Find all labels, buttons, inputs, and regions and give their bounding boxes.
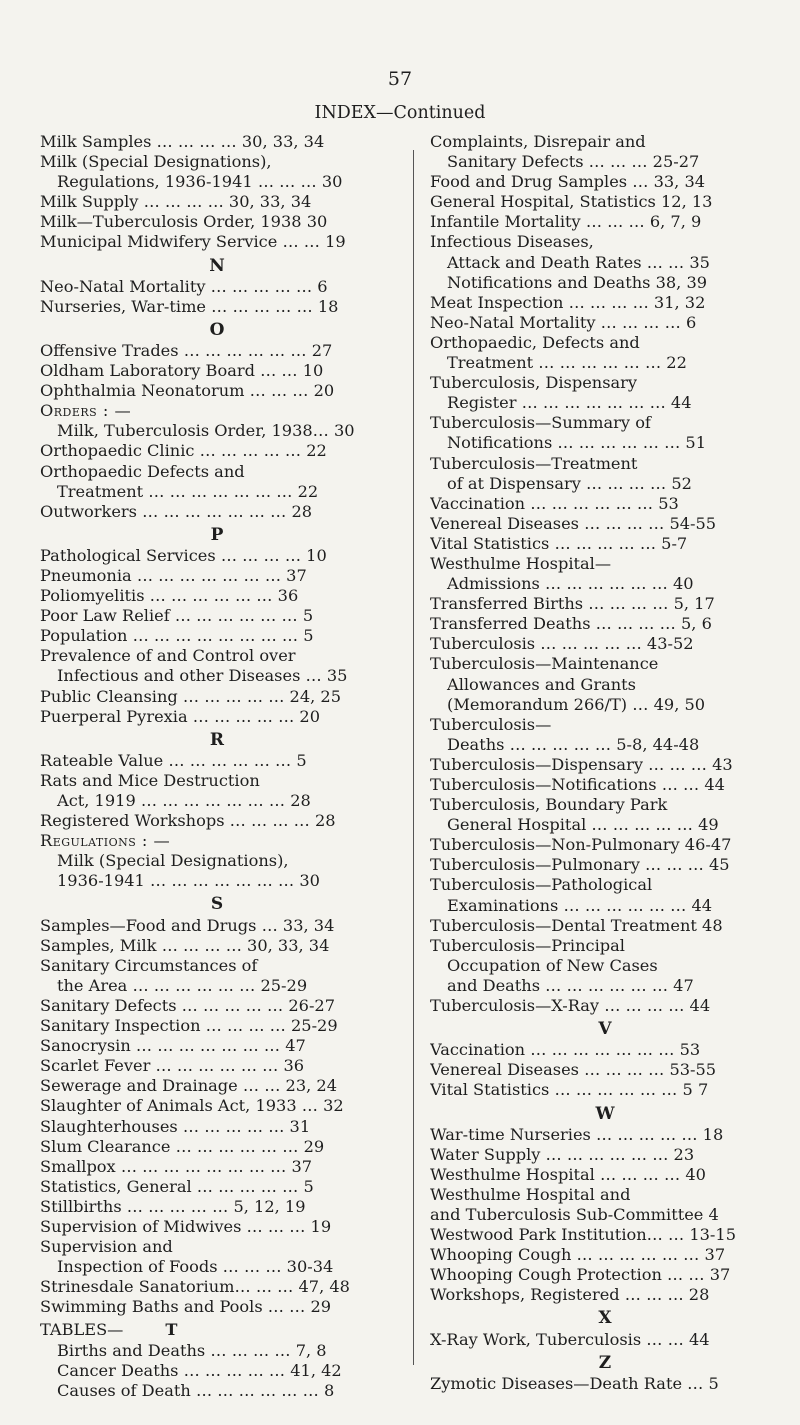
index-entry: and Deaths … … … … … … 47 xyxy=(447,975,694,995)
index-entry: Whooping Cough Protection … … 37 xyxy=(430,1265,731,1285)
index-subheading xyxy=(40,1317,394,1340)
index-entry: Tuberculosis—Maintenance xyxy=(430,654,659,674)
index-entry: Public Cleansing … … … … … 24, 25 xyxy=(40,686,342,706)
index-subheading: Regulations : — xyxy=(40,831,171,851)
index-entry: Tuberculosis—Treatment xyxy=(430,453,638,473)
index-entry: General Hospital … … … … … 49 xyxy=(447,815,719,835)
index-entry: Treatment … … … … … … … 22 xyxy=(57,481,319,501)
index-entry: Register … … … … … … … 44 xyxy=(447,393,692,413)
index-entry: Examinations … … … … … … 44 xyxy=(447,895,713,915)
index-entry: Slaughter of Animals Act, 1933 … 32 xyxy=(40,1096,344,1116)
index-entry: Ophthalmia Neonatorum … … … 20 xyxy=(40,381,335,401)
index-entry: Pathological Services … … … … 10 xyxy=(40,545,327,565)
section-letter: W xyxy=(595,1103,615,1124)
index-entry: Westwood Park Institution… … 13-15 xyxy=(430,1225,736,1245)
index-entry: Regulations, 1936-1941 … … … 30 xyxy=(57,172,343,192)
index-entry: Milk, Tuberculosis Order, 1938… 30 xyxy=(57,421,355,441)
index-entry: Vital Statistics … … … … … … 5 7 xyxy=(430,1080,709,1100)
index-entry: Tuberculosis—Summary of xyxy=(430,413,651,433)
index-entry: Smallpox … … … … … … … … 37 xyxy=(40,1156,313,1176)
index-entry: of at Dispensary … … … … 52 xyxy=(447,473,692,493)
index-entry: Slaughterhouses … … … … … 31 xyxy=(40,1116,311,1136)
index-entry: Municipal Midwifery Service … … 19 xyxy=(40,232,346,252)
index-entry: Strinesdale Sanatorium… … … 47, 48 xyxy=(40,1277,350,1297)
index-entry: Cancer Deaths … … … … … 41, 42 xyxy=(57,1360,342,1380)
index-entry: Tuberculosis—Notifications … … 44 xyxy=(430,775,725,794)
section-letter: T xyxy=(165,1320,178,1340)
index-entry: Samples—Food and Drugs … 33, 34 xyxy=(40,915,335,935)
index-entry: Occupation of New Cases xyxy=(447,955,658,975)
index-entry: Registered Workshops … … … … 28 xyxy=(40,811,336,831)
index-entry: and Tuberculosis Sub-Committee 4 xyxy=(430,1204,719,1224)
section-letter: S xyxy=(210,894,224,915)
index-entry: Sanocrysin … … … … … … … 47 xyxy=(40,1036,306,1056)
index-entry: Infectious Diseases, xyxy=(430,232,594,252)
index-entry: Sanitary Inspection … … … … 25-29 xyxy=(40,1016,338,1036)
section-letter: V xyxy=(598,1019,612,1040)
index-entry: Supervision of Midwives … … … 19 xyxy=(40,1216,332,1236)
index-entry: Tuberculosis, Boundary Park xyxy=(430,795,668,815)
column-divider xyxy=(413,150,414,1365)
page-number: 57 xyxy=(387,68,413,90)
section-letter: X xyxy=(598,1308,612,1329)
index-entry: Food and Drug Samples … 33, 34 xyxy=(430,172,706,192)
index-entry: Offensive Trades … … … … … … 27 xyxy=(40,340,333,360)
index-entry: Puerperal Pyrexia … … … … … 20 xyxy=(40,706,321,726)
index-entry: 1936-1941 … … … … … … … 30 xyxy=(57,871,320,891)
index-entry: Vaccination … … … … … … … 53 xyxy=(430,1040,701,1060)
index-entry: Workshops, Registered … … … 28 xyxy=(430,1285,710,1305)
index-entry: Neo-Natal Mortality … … … … … 6 xyxy=(40,276,328,296)
index-entry: Causes of Death … … … … … … 8 xyxy=(57,1380,335,1400)
index-entry: Westhulme Hospital— xyxy=(430,553,612,573)
index-entry: Notifications … … … … … … 51 xyxy=(447,433,707,453)
index-entry: Tuberculosis—Non-Pulmonary 46-47 xyxy=(430,835,732,855)
section-letter: O xyxy=(209,319,225,340)
index-entry: Milk (Special Designations), xyxy=(57,851,289,871)
index-subheading-label: TABLES— xyxy=(40,1320,124,1340)
index-entry: Tuberculosis—X-Ray … … … … 44 xyxy=(430,996,711,1016)
index-entry: Inspection of Foods … … … 30-34 xyxy=(57,1257,334,1277)
index-entry: Pneumonia … … … … … … … 37 xyxy=(40,565,307,585)
index-entry: Tuberculosis—Principal xyxy=(430,935,625,955)
index-entry: Sanitary Defects … … … 25-27 xyxy=(447,152,700,172)
index-entry: Rateable Value … … … … … … 5 xyxy=(40,750,307,770)
index-entry: Venereal Diseases … … … … 54-55 xyxy=(430,513,717,533)
running-head: INDEX—Continued xyxy=(314,103,486,123)
index-entry: Attack and Death Rates … … 35 xyxy=(447,252,710,272)
index-entry: Westhulme Hospital and xyxy=(430,1184,631,1204)
index-entry: Deaths … … … … … 5-8, 44-48 xyxy=(447,734,700,754)
index-entry: War-time Nurseries … … … … … 18 xyxy=(430,1124,724,1144)
index-entry: Orthopaedic, Defects and xyxy=(430,332,640,352)
index-entry: Rats and Mice Destruction xyxy=(40,770,260,790)
index-entry: Venereal Diseases … … … … 53-55 xyxy=(430,1060,717,1080)
index-entry: Statistics, General … … … … … 5 xyxy=(40,1176,314,1196)
index-entry: Population … … … … … … … … 5 xyxy=(40,626,314,646)
index-entry: Milk—Tuberculosis Order, 1938 30 xyxy=(40,212,328,232)
index-entry: Sanitary Circumstances of xyxy=(40,955,258,975)
index-entry: Tuberculosis—Pathological xyxy=(430,875,653,895)
index-entry: Infantile Mortality … … … 6, 7, 9 xyxy=(430,212,702,232)
index-entry: General Hospital, Statistics 12, 13 xyxy=(430,192,713,212)
index-entry: Tuberculosis—Dental Treatment 48 xyxy=(430,915,723,935)
index-entry: Slum Clearance … … … … … … 29 xyxy=(40,1136,325,1156)
index-entry: Milk (Special Designations), xyxy=(40,152,272,172)
index-entry: (Memorandum 266/T) … 49, 50 xyxy=(447,694,706,714)
index-column-right xyxy=(430,132,780,1394)
index-entry: Vaccination … … … … … … 53 xyxy=(430,493,679,513)
index-entry: Milk Supply … … … … 30, 33, 34 xyxy=(40,192,312,212)
index-entry: Transferred Births … … … … 5, 17 xyxy=(430,594,715,614)
index-entry: Treatment … … … … … … 22 xyxy=(447,353,687,373)
index-entry: Tuberculosis … … … … … 43-52 xyxy=(430,634,694,654)
section-letter: N xyxy=(209,255,225,276)
index-entry: the Area … … … … … … 25-29 xyxy=(57,975,308,995)
index-entry: Act, 1919 … … … … … … … 28 xyxy=(57,791,311,810)
index-entry: Tuberculosis, Dispensary xyxy=(430,373,638,393)
index-entry: Water Supply … … … … … … 23 xyxy=(430,1144,695,1164)
index-entry: Complaints, Disrepair and xyxy=(430,132,646,151)
index-entry: Orthopaedic Clinic … … … … … 22 xyxy=(40,441,327,461)
index-entry: Samples, Milk … … … … 30, 33, 34 xyxy=(40,935,330,955)
index-entry: Nurseries, War-time … … … … … 18 xyxy=(40,296,339,316)
index-entry: Tuberculosis—Pulmonary … … … 45 xyxy=(430,855,730,875)
index-entry: Prevalence of and Control over xyxy=(40,646,296,666)
index-entry: Births and Deaths … … … … 7, 8 xyxy=(57,1340,327,1360)
index-entry: Oldham Laboratory Board … … 10 xyxy=(40,361,324,381)
index-entry: Tuberculosis— xyxy=(430,714,552,734)
index-entry: Transferred Deaths … … … … 5, 6 xyxy=(430,614,712,634)
index-entry: Poor Law Relief … … … … … … 5 xyxy=(40,606,314,626)
index-entry: Sanitary Defects … … … … … 26-27 xyxy=(40,995,336,1015)
index-entry: Whooping Cough … … … … … … 37 xyxy=(430,1245,726,1265)
index-entry: Zymotic Diseases—Death Rate … 5 xyxy=(430,1373,719,1393)
section-letter: R xyxy=(209,729,225,750)
index-entry: Neo-Natal Mortality … … … … 6 xyxy=(430,312,697,332)
index-entry: Sewerage and Drainage … … 23, 24 xyxy=(40,1076,338,1096)
index-column-left xyxy=(40,132,394,1401)
index-entry: Westhulme Hospital … … … … 40 xyxy=(430,1164,706,1184)
index-entry: Orthopaedic Defects and xyxy=(40,461,245,481)
section-letter: Z xyxy=(598,1352,612,1373)
index-entry: Admissions … … … … … … 40 xyxy=(447,574,694,594)
index-entry: Outworkers … … … … … … … 28 xyxy=(40,501,313,521)
section-letter: P xyxy=(210,524,224,545)
index-entry: Milk Samples … … … … 30, 33, 34 xyxy=(40,132,325,151)
index-entry: Meat Inspection … … … … 31, 32 xyxy=(430,292,706,312)
index-entry: Scarlet Fever … … … … … … 36 xyxy=(40,1056,305,1076)
index-subheading: Orders : — xyxy=(40,401,132,421)
index-entry: Vital Statistics … … … … … 5-7 xyxy=(430,533,688,553)
index-entry: X-Ray Work, Tuberculosis … … 44 xyxy=(430,1329,710,1349)
index-entry: Supervision and xyxy=(40,1237,173,1257)
index-entry: Swimming Baths and Pools … … 29 xyxy=(40,1297,332,1317)
index-entry: Notifications and Deaths 38, 39 xyxy=(447,272,708,292)
index-entry: Poliomyelitis … … … … … … 36 xyxy=(40,586,299,606)
index-entry: Infectious and other Diseases … 35 xyxy=(57,666,348,686)
index-entry: Stillbirths … … … … … 5, 12, 19 xyxy=(40,1196,306,1216)
index-entry: Tuberculosis—Dispensary … … … 43 xyxy=(430,754,733,774)
index-entry: Allowances and Grants xyxy=(447,674,636,694)
